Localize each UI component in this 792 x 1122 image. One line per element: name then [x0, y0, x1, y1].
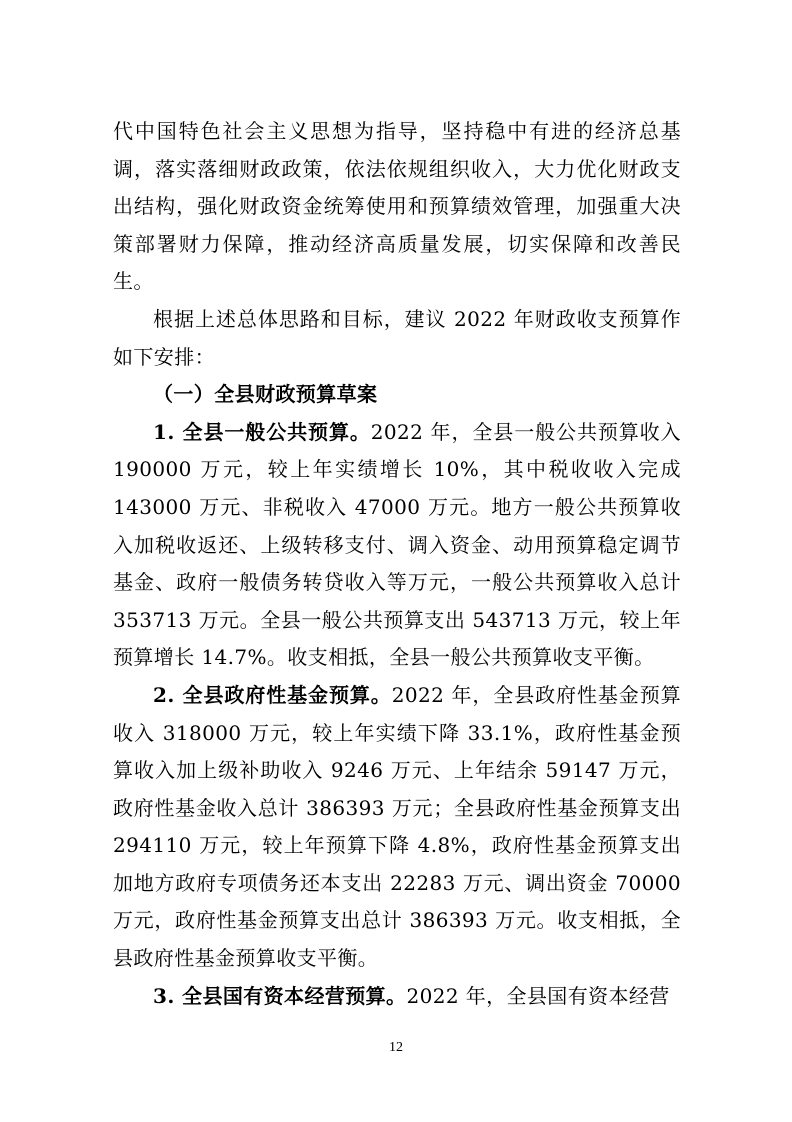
item-heading-state-capital-budget: 3. 全县国有资本经营预算。 [153, 983, 407, 1008]
paragraph-general-public-budget [113, 414, 681, 677]
paragraph-guiding-thought: 代中国特色社会主义思想为指导，坚持稳中有进的经济总基调，落实落细财政政策，依法依规组织收入，大力优化财政支出结构，强化财政资金统筹使用和预算绩效管理，加强重大决策部署财力保障，推动经济高质量发展，切实保障和改善民生。 [113, 119, 681, 294]
page-number: 12 [389, 1040, 403, 1055]
section-heading: （一）全县财政预算草案 [153, 382, 378, 407]
item-body-state-capital-budget: 2022 年，全县国有资本经营 [406, 983, 670, 1008]
item-body-general-public-budget: 2022 年，全县一般公共预算收入 190000 万元，较上年实绩增长 10%，其中税收收入完成 143000 万元、非税收入 47000 万元。地方一般公共预算收入加税收返还、上级转移支付、调入资金、动用预算稳定调节基金、政府一般债务转贷收入等万元，一般公共预算收入总计 353713 万元。全县一般公共预算支出 543713 万元，较上年预算增长 14.7%。收支相抵，全县一般公共预算收支平衡。 [113, 419, 681, 670]
paragraph-budget-arrangement: 根据上述总体思路和目标，建议 2022 年财政收支预算作如下安排： [113, 306, 681, 369]
body-text [113, 113, 681, 1015]
item-heading-government-fund-budget: 2. 全县政府性基金预算。 [153, 682, 392, 707]
paragraph-government-fund-budget [113, 677, 681, 978]
item-body-government-fund-budget: 2022 年，全县政府性基金预算收入 318000 万元，较上年实绩下降 33.1%，政府性基金预算收入加上级补助收入 9246 万元、上年结余 59147 万元，政府性基金收入总计 386393 万元；全县政府性基金预算支出 294110 万元，较上年预算下降 4.8%，政府性基金预算支出加地方政府专项债务还本支出 22283 万元、调出资金 70000 万元，政府性基金预算支出总计 386393 万元。收支相抵，全县政府性基金预算收支平衡。 [113, 682, 682, 971]
paragraph-state-capital-budget [113, 978, 681, 1016]
item-heading-general-public-budget: 1. 全县一般公共预算。 [153, 419, 371, 444]
